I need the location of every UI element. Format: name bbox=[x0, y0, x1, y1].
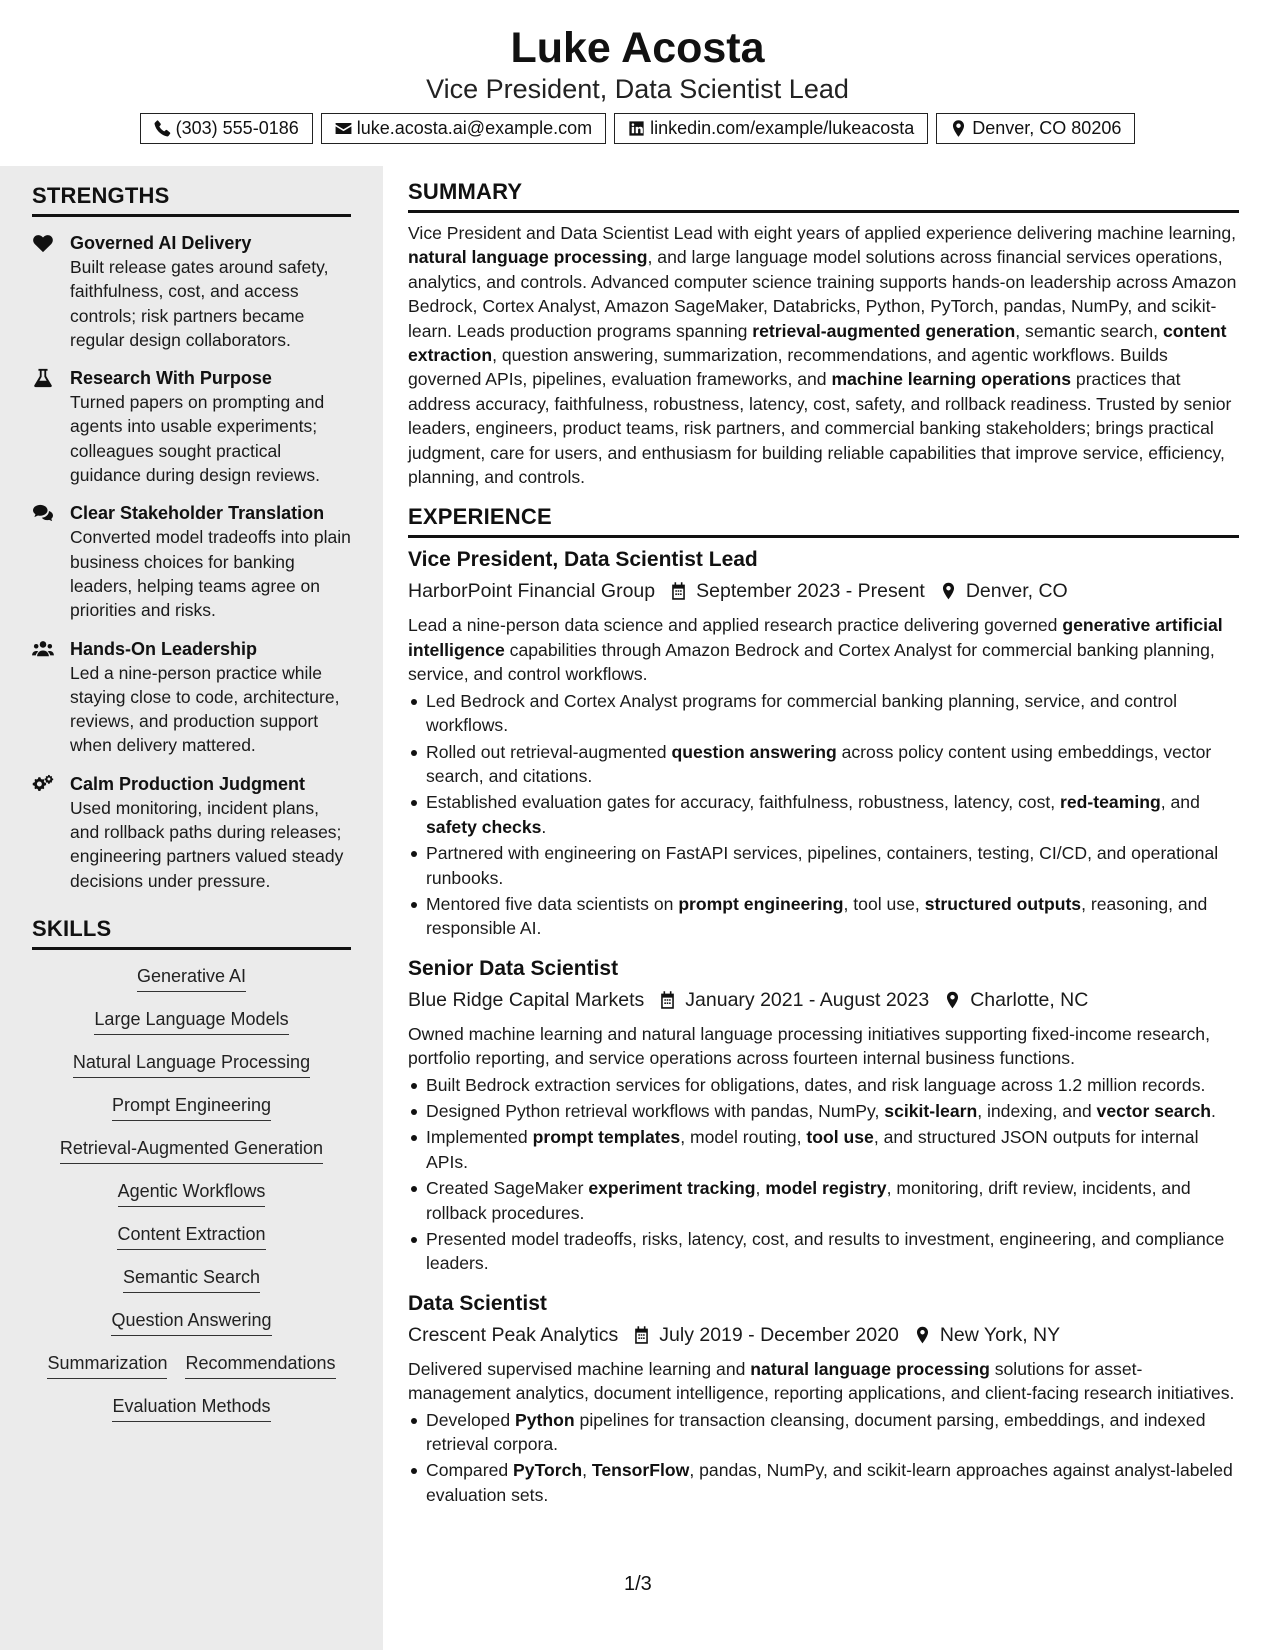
email-icon bbox=[334, 119, 353, 138]
skill-tag: Content Extraction bbox=[117, 1222, 265, 1250]
job-meta bbox=[408, 576, 1239, 606]
skill-tag: Recommendations bbox=[185, 1351, 335, 1379]
skills-section bbox=[32, 915, 351, 1437]
strength-title: Clear Stakeholder Translation bbox=[70, 503, 325, 524]
strength-title: Research With Purpose bbox=[70, 368, 272, 389]
location-pin-icon bbox=[949, 119, 968, 138]
strength-item bbox=[32, 501, 351, 622]
strength-text: Led a nine-person practice while staying close to code, architecture, reviews, and production support when delivery mattered. bbox=[70, 662, 340, 756]
strength-item bbox=[32, 231, 351, 352]
bullet-item: Compared PyTorch, TensorFlow, pandas, NumPy, and scikit-learn approaches against analyst-labeled evaluation sets. bbox=[408, 1458, 1239, 1507]
bullet-item: Mentored five data scientists on prompt engineering, tool use, structured outputs, reasoning, and responsible AI. bbox=[408, 892, 1239, 941]
skill-tag: Summarization bbox=[47, 1351, 167, 1379]
location-pin-icon bbox=[939, 581, 958, 601]
skill-tag: Agentic Workflows bbox=[118, 1179, 266, 1207]
bullet-item: Built Bedrock extraction services for obligations, dates, and risk language across 1.2 million records. bbox=[408, 1073, 1239, 1097]
contact-linkedin[interactable] bbox=[614, 113, 928, 144]
skill-tag: Evaluation Methods bbox=[112, 1394, 270, 1422]
phone-icon bbox=[153, 119, 172, 138]
bullet-item: Implemented prompt templates, model routing, tool use, and structured JSON outputs for internal APIs. bbox=[408, 1125, 1239, 1174]
skill-tag: Question Answering bbox=[111, 1308, 271, 1336]
bullet-item: Led Bedrock and Cortex Analyst programs for commercial banking planning, service, and control workflows. bbox=[408, 689, 1239, 738]
summary-heading: SUMMARY bbox=[408, 178, 1239, 213]
contact-email[interactable] bbox=[321, 113, 606, 144]
job-bullets bbox=[408, 1408, 1239, 1508]
sidebar bbox=[0, 166, 383, 1650]
resume-header bbox=[0, 0, 1275, 166]
experience-section bbox=[408, 503, 1239, 1507]
skills-heading: SKILLS bbox=[32, 915, 351, 950]
strength-item bbox=[32, 366, 351, 487]
main-content bbox=[408, 178, 1239, 1509]
linkedin-icon bbox=[627, 119, 646, 138]
skill-tag: Prompt Engineering bbox=[112, 1093, 271, 1121]
skills-list bbox=[32, 950, 351, 1437]
calendar-icon bbox=[632, 1325, 651, 1345]
strength-text: Used monitoring, incident plans, and rollback paths during releases; engineering partners valued steady decisions under pressure. bbox=[70, 797, 344, 891]
job-meta bbox=[408, 985, 1239, 1015]
job-title: Vice President, Data Scientist Lead bbox=[408, 548, 758, 572]
company-name: Crescent Peak Analytics bbox=[408, 1323, 619, 1346]
job-title: Senior Data Scientist bbox=[408, 956, 619, 980]
phone-text: (303) 555-0186 bbox=[175, 118, 299, 138]
experience-heading: EXPERIENCE bbox=[408, 503, 1239, 538]
job-dates: July 2019 - December 2020 bbox=[659, 1323, 899, 1346]
contact-phone[interactable] bbox=[140, 113, 313, 144]
summary-text: Vice President and Data Scientist Lead with eight years of applied experience delivering machine learning, natural language processing, and large language model solutions across financial services operations, analytics, and controls. Advanced computer science training supports hands-on leadership across Amazon Bedrock, Cortex Analyst, Amazon SageMaker, Databricks, Python, PyTorch, pandas, NumPy, and scikit-learn. Leads production programs spanning retrieval-augmented generation, semantic search, content extraction, question answering, summarization, recommendations, and agentic workflows. Builds governed APIs, pipelines, evaluation frameworks, and machine learning operations practices that address accuracy, faithfulness, robustness, latency, cost, safety, and rollback readiness. Trusted by senior leaders, engineers, product teams, risk partners, and commercial banking stakeholders; brings practical judgment, care for users, and enthusiasm for building reliable capabilities that improve service, efficiency, planning, and controls. bbox=[408, 223, 1237, 488]
job-location: Denver, CO bbox=[965, 580, 1068, 603]
location-pin-icon bbox=[943, 990, 962, 1010]
calendar-icon bbox=[658, 990, 677, 1010]
bullet-item: Established evaluation gates for accuracy, faithfulness, robustness, latency, cost, red-teaming, and safety checks. bbox=[408, 790, 1239, 839]
candidate-name: Luke Acosta bbox=[510, 24, 765, 72]
strength-item bbox=[32, 637, 351, 758]
strength-title: Governed AI Delivery bbox=[70, 233, 252, 253]
job-entry bbox=[408, 546, 1239, 940]
job-description: Owned machine learning and natural language processing initiatives supporting fixed-income research, portfolio reporting, and service operations across fourteen internal business functions. bbox=[408, 1023, 1210, 1069]
comments-icon bbox=[32, 503, 54, 523]
strength-text: Built release gates around safety, faithfulness, cost, and access controls; risk partners became regular design collaborators. bbox=[70, 257, 329, 350]
page-indicator: 1/3 bbox=[624, 1573, 652, 1595]
job-bullets bbox=[408, 1073, 1239, 1276]
email-text: luke.acosta.ai@example.com bbox=[356, 118, 593, 138]
bullet-item: Developed Python pipelines for transaction cleansing, document parsing, embeddings, and indexed retrieval corpora. bbox=[408, 1408, 1239, 1457]
linkedin-text: linkedin.com/example/lukeacosta bbox=[650, 118, 915, 138]
location-text: Denver, CO 80206 bbox=[972, 118, 1122, 138]
bullet-item: Presented model tradeoffs, risks, latency, cost, and results to investment, engineering, and compliance leaders. bbox=[408, 1227, 1239, 1276]
job-entry bbox=[408, 955, 1239, 1276]
bullet-item: Designed Python retrieval workflows with pandas, NumPy, scikit-learn, indexing, and vector search. bbox=[408, 1099, 1239, 1123]
strengths-heading: STRENGTHS bbox=[32, 182, 351, 217]
job-description: Lead a nine-person data science and applied research practice delivering governed generative artificial intelligence capabilities through Amazon Bedrock and Cortex Analyst for commercial banking planning, service, and control workflows. bbox=[408, 615, 1223, 685]
job-title: Data Scientist bbox=[408, 1291, 547, 1315]
job-dates: September 2023 - Present bbox=[696, 580, 925, 603]
strength-text: Turned papers on prompting and agents into usable experiments; colleagues sought practical guidance during design reviews. bbox=[70, 392, 325, 486]
skill-tag: Natural Language Processing bbox=[73, 1050, 310, 1078]
heart-icon bbox=[32, 233, 54, 253]
candidate-title: Vice President, Data Scientist Lead bbox=[426, 74, 849, 104]
job-description: Delivered supervised machine learning and natural language processing solutions for asset-management analytics, document intelligence, reporting applications, and client-facing research initiatives. bbox=[408, 1358, 1235, 1404]
job-dates: January 2021 - August 2023 bbox=[685, 988, 930, 1011]
skill-tag: Retrieval-Augmented Generation bbox=[60, 1136, 323, 1164]
calendar-icon bbox=[669, 581, 688, 601]
job-meta bbox=[408, 1320, 1239, 1350]
skill-tag: Semantic Search bbox=[123, 1265, 260, 1293]
company-name: HarborPoint Financial Group bbox=[408, 580, 656, 603]
job-bullets bbox=[408, 689, 1239, 941]
gears-icon bbox=[32, 774, 54, 794]
strength-title: Calm Production Judgment bbox=[70, 773, 306, 794]
strength-item bbox=[32, 772, 351, 893]
bullet-item: Rolled out retrieval-augmented question answering across policy content using embeddings, vector search, and citations. bbox=[408, 740, 1239, 789]
bullet-item: Created SageMaker experiment tracking, model registry, monitoring, drift review, incidents, and rollback procedures. bbox=[408, 1176, 1239, 1225]
job-location: Charlotte, NC bbox=[970, 988, 1089, 1011]
bullet-item: Partnered with engineering on FastAPI services, pipelines, containers, testing, CI/CD, and operational runbooks. bbox=[408, 841, 1239, 890]
job-entry bbox=[408, 1290, 1239, 1507]
company-name: Blue Ridge Capital Markets bbox=[408, 988, 645, 1011]
flask-icon bbox=[32, 368, 54, 388]
job-location: New York, NY bbox=[939, 1323, 1061, 1346]
skill-tag: Generative AI bbox=[137, 964, 246, 992]
contact-location[interactable] bbox=[936, 113, 1135, 144]
users-icon bbox=[32, 639, 54, 659]
strength-title: Hands-On Leadership bbox=[70, 638, 258, 659]
contact-bar bbox=[0, 113, 1275, 144]
skill-tag: Large Language Models bbox=[94, 1007, 288, 1035]
location-pin-icon bbox=[913, 1325, 932, 1345]
strength-text: Converted model tradeoffs into plain business choices for banking leaders, helping teams agree on priorities and risks. bbox=[70, 527, 351, 621]
